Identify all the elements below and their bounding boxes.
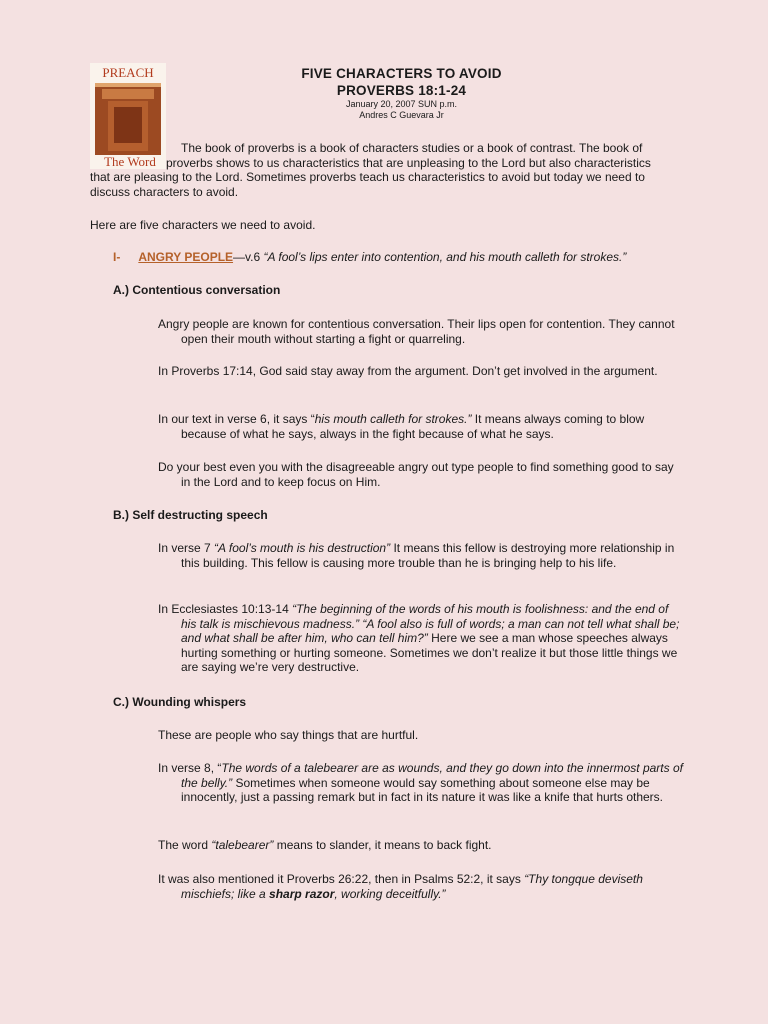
- section-a-paragraph: In our text in verse 6, it says “his mouth calleth for strokes.” It means always coming to blow because of what he says, always in the fight because of what he says.: [158, 412, 645, 441]
- intro-line-2: proverbs shows to us characteristics that are unpleasing to the Lord but also characteristics: [166, 155, 651, 170]
- section-b-paragraph: In verse 7 “A fool’s mouth is his destruction” It means this fellow is destroying more relationship in this building. This fellow is causing more trouble than he is bringing help to his life.: [158, 541, 675, 570]
- scripture-reference: PROVERBS 18:1-24: [336, 83, 467, 98]
- section-c-paragraph: It was also mentioned it Proverbs 26:22, then in Psalms 52:2, it says “Thy tongque deviseth mischiefs; like a sharp razor, working deceitfully.”: [158, 872, 643, 901]
- section-c-paragraph: In verse 8, “The words of a talebearer are as wounds, and they go down into the innermost parts of the belly.” Sometimes when someone would say something about someone else may be innocently, just a passing remark but in fact in its nature it was like a knife that hurts others.: [158, 761, 683, 805]
- section-c-paragraph: The word “talebearer” means to slander, it means to back fight.: [158, 838, 492, 852]
- point-number: I-: [113, 250, 121, 264]
- point-heading: [113, 250, 626, 264]
- section-a-heading: A.) Contentious conversation: [113, 283, 281, 297]
- lead-sentence: Here are five characters we need to avoid.: [90, 218, 316, 232]
- svg-text:The Word: The Word: [104, 154, 156, 169]
- section-a-paragraph: In Proverbs 17:14, God said stay away from the argument. Don’t get involved in the argument.: [158, 364, 658, 378]
- author-name: Andres C Guevara Jr: [359, 110, 444, 120]
- section-a-paragraph: Angry people are known for contentious conversation. Their lips open for contention. They cannot open their mouth without starting a fight or quarreling.: [158, 317, 675, 346]
- section-b-paragraph: In Ecclesiastes 10:13-14 “The beginning of the words of his mouth is foolishness: and the end of his talk is mischievous madness.” “A fool also is full of words; a man can not tell what shall be; and what shall be after him, who can tell him?” Here we see a man whose speeches always hurting something or hurting someone. Sometimes we don’t realize it but those little things we are saying we’re very destructive.: [158, 602, 680, 675]
- intro-line-1: The book of proverbs is a book of characters studies or a book of contrast. The book of: [181, 141, 643, 155]
- section-c-heading: C.) Wounding whispers: [113, 695, 247, 709]
- section-b-heading: B.) Self destructing speech: [113, 508, 268, 522]
- point-ref: —v.6: [233, 250, 264, 264]
- section-c-paragraph: These are people who say things that are hurtful.: [158, 728, 419, 742]
- svg-text:PREACH: PREACH: [102, 65, 154, 80]
- section-a-paragraph: Do your best even you with the disagreeable angry out type people to find something good to say in the Lord and to keep focus on Him.: [158, 460, 674, 489]
- point-label: ANGRY PEOPLE: [138, 250, 234, 264]
- title-block: [0, 65, 768, 121]
- sermon-date: January 20, 2007 SUN p.m.: [345, 99, 458, 109]
- point-quote: “A fool’s lips enter into contention, and his mouth calleth for strokes.”: [263, 250, 627, 264]
- intro-rest: that are pleasing to the Lord. Sometimes proverbs teach us characteristics to avoid but today we need to discuss characters to avoid.: [90, 170, 645, 199]
- document-title: FIVE CHARACTERS TO AVOID: [301, 66, 502, 81]
